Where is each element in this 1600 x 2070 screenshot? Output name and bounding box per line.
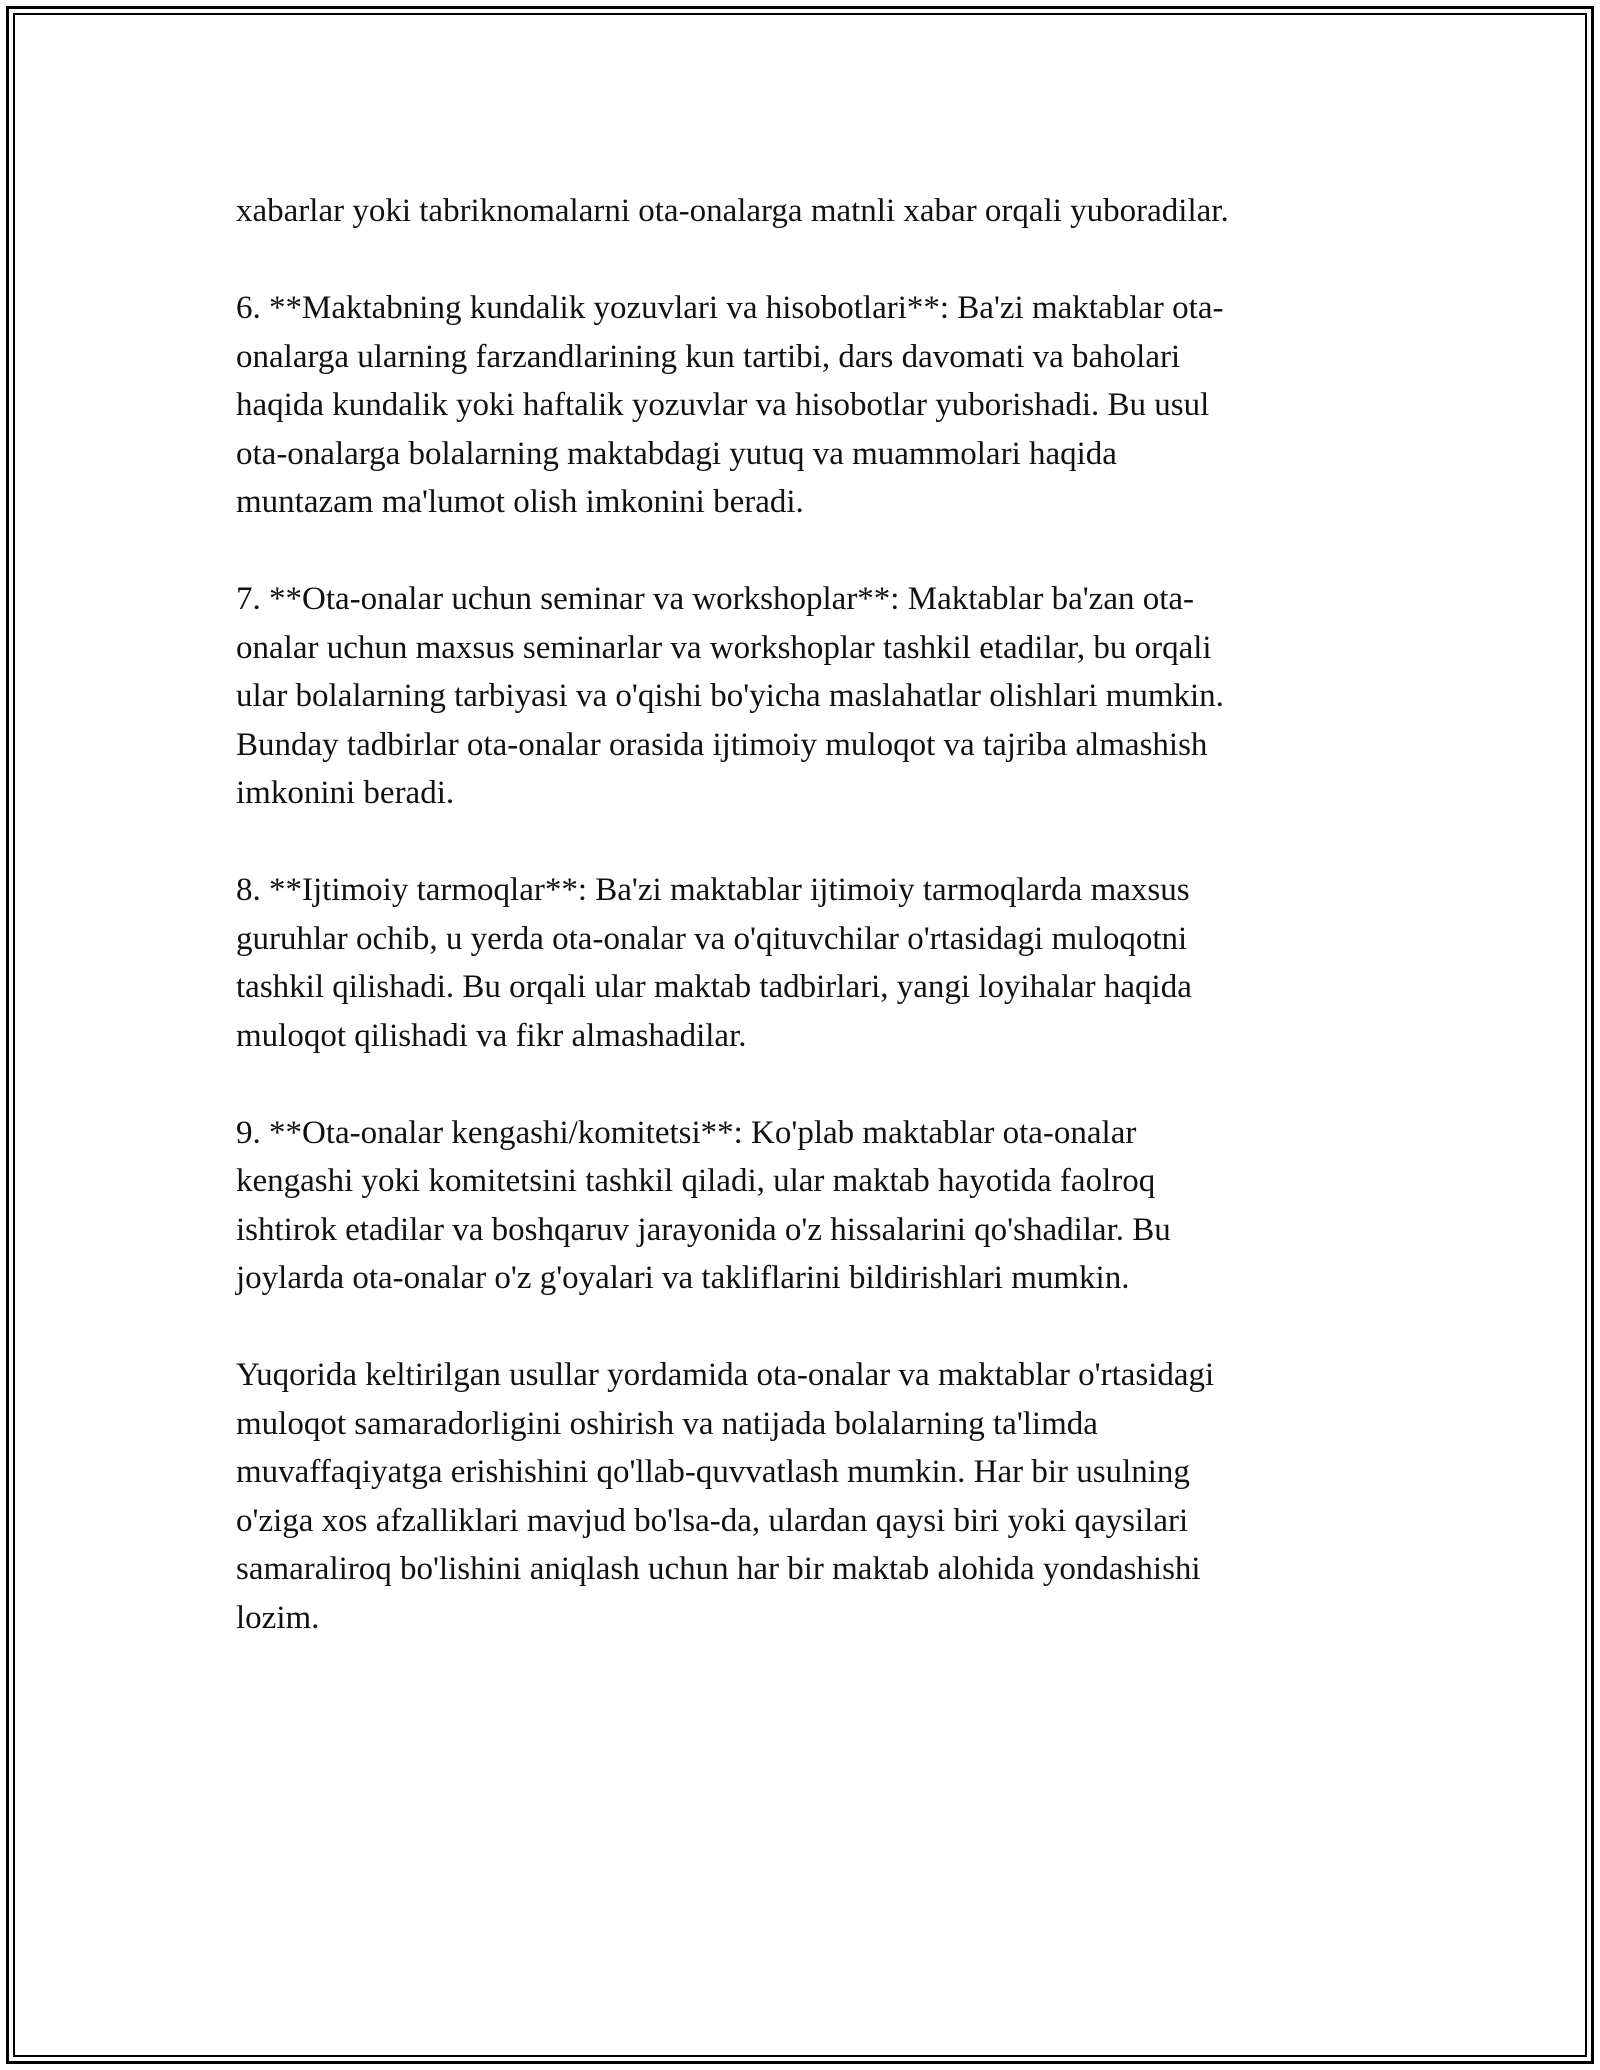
text-line: muloqot qilishadi va fikr almashadilar. [236, 1017, 747, 1054]
text-line: 7. **Ota-onalar uchun seminar va workshoplar**: Maktablar ba'zan ota- [236, 581, 1195, 617]
text-line: tashkil qilishadi. Bu orqali ular maktab tadbirlari, yangi loyihalar haqida [236, 969, 1192, 1005]
paragraph-item-7 [236, 575, 1356, 818]
paragraph-conclusion [236, 1351, 1356, 1642]
text-line: 6. **Maktabning kundalik yozuvlari va hisobotlari**: Ba'zi maktablar ota- [236, 290, 1224, 326]
text-line: o'ziga xos afzalliklari mavjud bo'lsa-da, ulardan qaysi biri yoki qaysilari [236, 1502, 1189, 1539]
paragraph-item-6 [236, 284, 1356, 527]
text-line: onalarga ularning farzandlarining kun tartibi, dars davomati va baholari [236, 338, 1181, 375]
text-line: xabarlar yoki tabriknomalarni ota-onalarga matnli xabar orqali yuboradilar. [236, 193, 1229, 229]
text-line: onalar uchun maxsus seminarlar va workshoplar tashkil etadilar, bu orqali [236, 629, 1212, 666]
document-body [236, 187, 1356, 1642]
text-line: joylarda ota-onalar o'z g'oyalari va takliflarini bildirishlari mumkin. [236, 1260, 1130, 1296]
text-line: Bunday tadbirlar ota-onalar orasida ijtimoiy muloqot va tajriba almashish [236, 726, 1208, 763]
paragraph-continuation [236, 187, 1356, 236]
text-line: lozim. [236, 1599, 320, 1636]
text-line: ishtirok etadilar va boshqaruv jarayonida o'z hissalarini qo'shadilar. Bu [236, 1211, 1171, 1248]
text-line: muvaffaqiyatga erishishini qo'llab-quvvatlash mumkin. Har bir usulning [236, 1454, 1190, 1490]
text-line: muloqot samaradorligini oshirish va natijada bolalarning ta'limda [236, 1405, 1098, 1442]
text-line: ota-onalarga bolalarning maktabdagi yutuq va muammolari haqida [236, 435, 1117, 472]
text-line: haqida kundalik yoki haftalik yozuvlar va hisobotlar yuborishadi. Bu usul [236, 387, 1210, 423]
text-line: guruhlar ochib, u yerda ota-onalar va o'qituvchilar o'rtasidagi muloqotni [236, 920, 1188, 957]
paragraph-item-8 [236, 866, 1356, 1060]
text-line: 8. **Ijtimoiy tarmoqlar**: Ba'zi maktablar ijtimoiy tarmoqlarda maxsus [236, 872, 1190, 908]
text-line: imkonini beradi. [236, 775, 455, 811]
text-line: samaraliroq bo'lishini aniqlash uchun har bir maktab alohida yondashishi [236, 1551, 1201, 1587]
paragraph-item-9 [236, 1109, 1356, 1303]
text-line: 9. **Ota-onalar kengashi/komitetsi**: Ko'plab maktablar ota-onalar [236, 1114, 1137, 1151]
text-line: Yuqorida keltirilgan usullar yordamida ota-onalar va maktablar o'rtasidagi [236, 1357, 1215, 1393]
text-line: muntazam ma'lumot olish imkonini beradi. [236, 484, 804, 520]
text-line: ular bolalarning tarbiyasi va o'qishi bo'yicha maslahatlar olishlari mumkin. [236, 678, 1224, 714]
text-line: kengashi yoki komitetsini tashkil qiladi, ular maktab hayotida faolroq [236, 1163, 1156, 1199]
